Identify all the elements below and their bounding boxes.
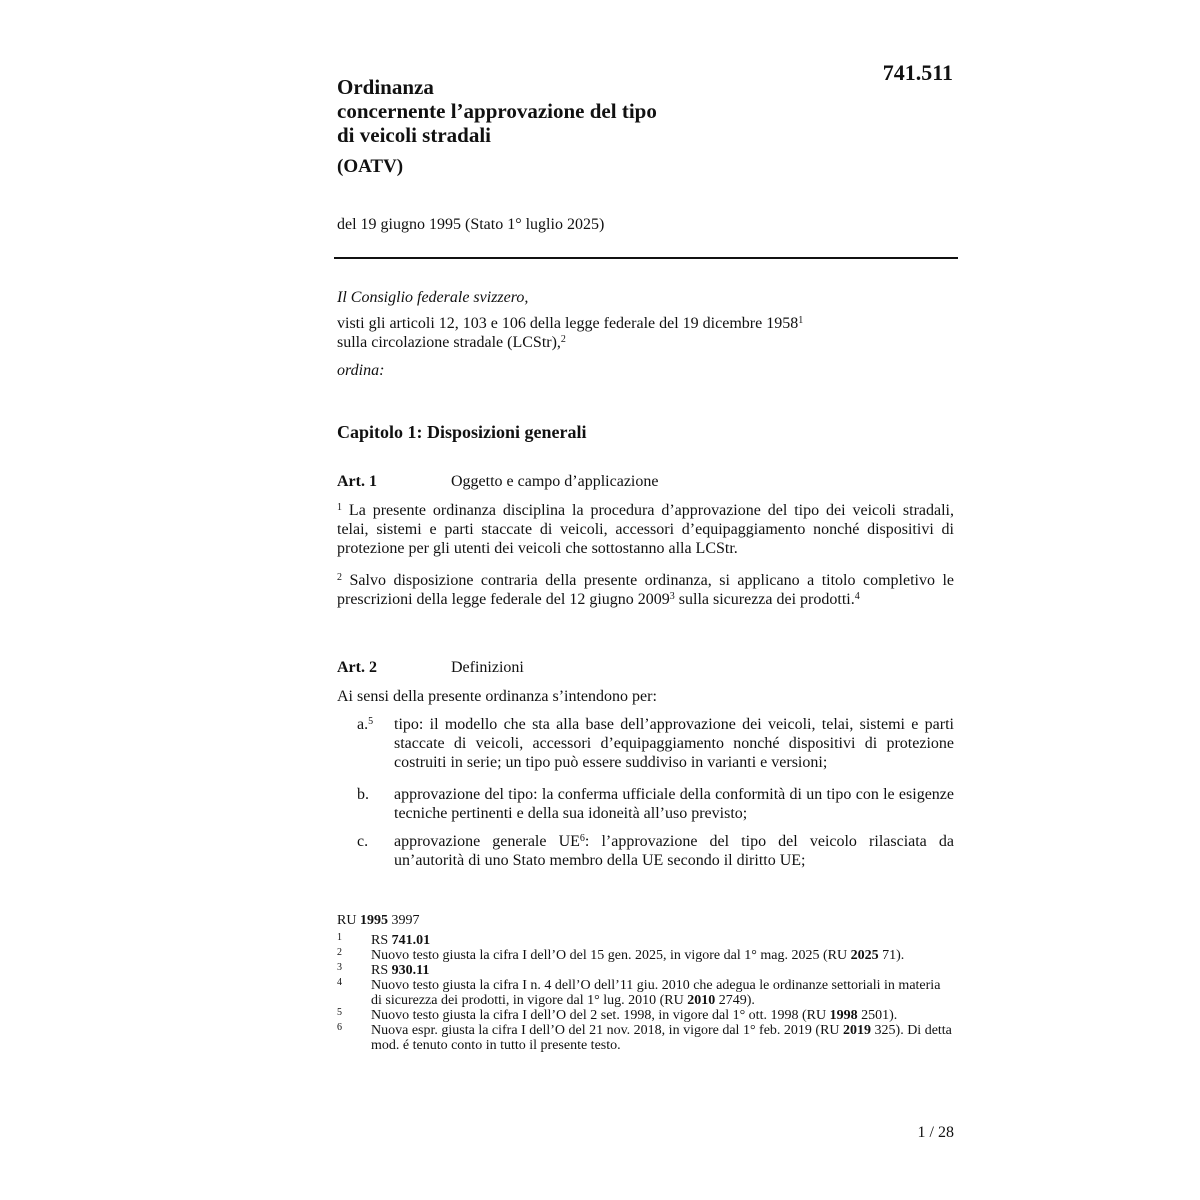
footnote-ref-3[interactable]: 3 <box>669 591 675 602</box>
document-title <box>337 75 757 179</box>
paragraph-number: 1 <box>337 502 342 513</box>
page-number: 1 / 28 <box>917 1124 954 1141</box>
footnote-ref-1[interactable]: 1 <box>798 315 804 326</box>
footnote-bold-ref: 1998 <box>829 1008 858 1023</box>
ru-year: 1995 <box>359 913 388 928</box>
footnote-item <box>337 948 954 963</box>
footnote-text: Nuova espr. giusta la cifra I dell’O del 21 nov. 2018, in vigore dal 1° feb. 2019 (RU <box>371 1023 844 1038</box>
footnote-bold-ref: 2025 <box>850 948 879 963</box>
article-1-paragraph-2-text-b: sulla sicurezza dei prodotti. <box>678 591 855 608</box>
footnote-list <box>337 933 954 1053</box>
definition-letter-text: a. <box>357 716 369 733</box>
footnote-bold-ref: 930.11 <box>391 963 430 978</box>
footnote-number: 2 <box>337 947 342 958</box>
article-1-paragraph-1-text: La presente ordinanza disciplina la procedura d’approvazione del tipo dei veicoli stradali, telai, sistemi e parti staccate di veicoli, accessori d’equipaggiamento nonché dispositivi di protezione per gli utenti dei veicoli che sottostanno alla LCStr. <box>337 502 955 557</box>
date-status-line: del 19 giugno 1995 (Stato 1° luglio 2025) <box>337 216 605 233</box>
preamble-ordina: ordina: <box>337 362 385 379</box>
footnote-number: 5 <box>337 1007 342 1018</box>
article-1-number: Art. 1 <box>337 473 377 490</box>
definition-text-a: approvazione generale UE <box>394 833 580 850</box>
chapter-heading: Capitolo 1: Disposizioni generali <box>337 422 587 442</box>
footnote-number: 1 <box>337 932 342 943</box>
definition-text <box>394 832 954 870</box>
title-abbreviation: (OATV) <box>337 156 404 177</box>
article-2-title: Definizioni <box>451 659 524 676</box>
ru-prefix: RU <box>337 913 357 928</box>
article-1-paragraph-1 <box>337 501 954 558</box>
footnote-item <box>337 1023 954 1053</box>
definition-letter: b. <box>357 786 369 803</box>
title-line-1: Ordinanza <box>337 75 434 99</box>
ru-page: 3997 <box>391 913 420 928</box>
title-line-2: concernente l’approvazione del tipo <box>337 99 657 123</box>
article-1-paragraph-2 <box>337 571 954 609</box>
definition-text: approvazione del tipo: la conferma ufficiale della conformità di un tipo con le esigenze tecniche pertinenti e della sua idoneità all’uso previsto; <box>394 786 954 822</box>
footnote-item <box>337 978 954 1008</box>
footnote-text: Nuovo testo giusta la cifra I dell’O del 2 set. 1998, in vigore dal 1° ott. 1998 (RU <box>371 1008 830 1023</box>
article-1-heading <box>337 473 658 491</box>
footnote-number: 3 <box>337 962 342 973</box>
footnote-text-tail: 325). Di detta mod. é tenuto conto in tutto il presente testo. <box>371 1023 952 1053</box>
article-2-intro: Ai sensi della presente ordinanza s’intendono per: <box>337 688 657 705</box>
footnote-number: 4 <box>337 977 342 988</box>
title-line-3: di veicoli stradali <box>337 123 491 147</box>
footnote-text: RS <box>371 933 392 948</box>
footnote-item <box>337 933 954 948</box>
footnote-ref-4[interactable]: 4 <box>854 591 860 602</box>
footnote-text: RS <box>371 963 392 978</box>
article-2-number: Art. 2 <box>337 659 377 676</box>
footnote-ref-6[interactable]: 6 <box>579 833 585 844</box>
preamble-visti-line1: visti gli articoli 12, 103 e 106 della legge federale del 19 dicembre 1958 <box>337 315 799 332</box>
footnote-text-tail: 2501). <box>857 1008 898 1023</box>
footnote-ref-5[interactable]: 5 <box>368 716 374 727</box>
definition-letter <box>357 715 393 734</box>
footnote-item <box>337 963 954 978</box>
footnote-item <box>337 1008 954 1023</box>
footnotes <box>337 913 954 1053</box>
footnote-text: Nuovo testo giusta la cifra I n. 4 dell’O dell’11 giu. 2010 che adegua le ordinanze settoriali in materia di sicurezza dei prodotti, in vigore dal 1° lug. 2010 (RU <box>371 978 941 1008</box>
ru-reference <box>337 913 954 928</box>
header-divider <box>334 257 958 259</box>
paragraph-number: 2 <box>337 572 342 583</box>
preamble-visti <box>337 314 954 352</box>
footnote-bold-ref: 2010 <box>687 993 716 1008</box>
article-1-paragraph-2-text-a: Salvo disposizione contraria della presente ordinanza, si applicano a titolo completivo le prescrizioni della legge federale del 12 giugno 2009 <box>337 572 955 608</box>
definition-text: tipo: il modello che sta alla base dell’approvazione dei veicoli, telai, sistemi e parti staccate di veicoli, accessori d’equipaggiamento nonché dispositivi di protezione costruiti in serie; un tipo può essere suddiviso in varianti e versioni; <box>394 716 954 771</box>
footnote-text: Nuovo testo giusta la cifra I dell’O del 15 gen. 2025, in vigore dal 1° mag. 2025 (RU <box>371 948 851 963</box>
footnote-bold-ref: 741.01 <box>391 933 431 948</box>
preamble-council: Il Consiglio federale svizzero, <box>337 289 529 306</box>
article-1-title: Oggetto e campo d’applicazione <box>451 473 659 490</box>
footnote-ref-2[interactable]: 2 <box>560 334 566 345</box>
footnote-text-tail: 2749). <box>715 993 755 1008</box>
definition-letter: c. <box>357 833 369 850</box>
article-2-heading <box>337 659 524 677</box>
footnote-bold-ref: 2019 <box>843 1023 872 1038</box>
footnote-text-tail: 71). <box>878 948 905 963</box>
definition-text-b: : l’approvazione del tipo del veicolo rilasciata da un’autorità di uno Stato membro della UE secondo il diritto UE; <box>394 833 954 869</box>
footnote-number: 6 <box>337 1022 342 1033</box>
preamble-visti-line2: sulla circolazione stradale (LCStr), <box>337 334 561 351</box>
sr-number: 741.511 <box>882 60 953 85</box>
